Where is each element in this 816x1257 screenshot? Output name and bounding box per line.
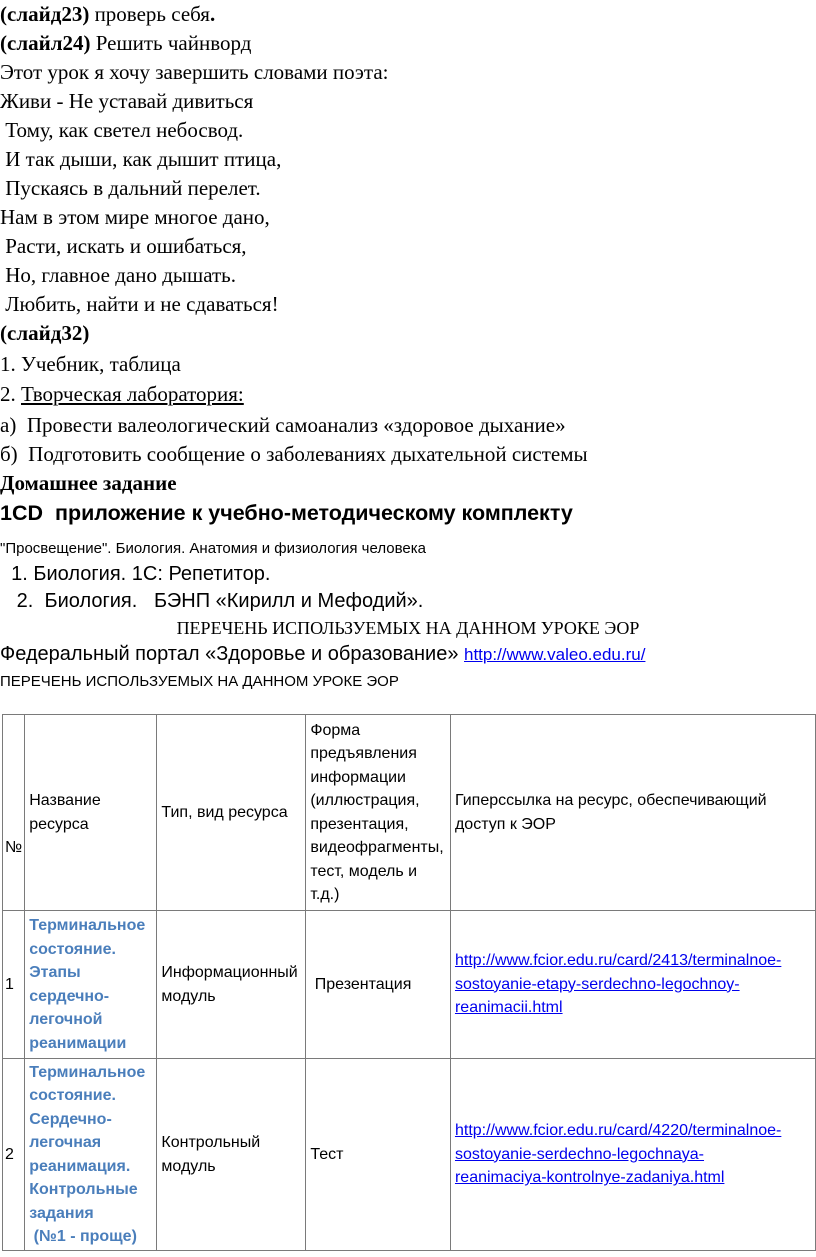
cd-item-1: 1. Биология. 1С: Репетитор. bbox=[0, 563, 271, 585]
row-1-name: Терминальное состояние. Этапы сердечно-легочной реанимации bbox=[25, 911, 157, 1059]
publisher-line: "Просвещение". Биология. Анатомия и физиология человека bbox=[0, 540, 426, 557]
header-type: Тип, вид ресурса bbox=[157, 715, 306, 911]
row-2-name: Терминальное состояние. Сердечно-легочная реанимация. Контрольные задания (№1 - проще) bbox=[25, 1059, 157, 1251]
cd-item-2: 2. Биология. БЭНП «Кирилл и Мефодий». bbox=[0, 590, 424, 612]
poem-line-5: Нам в этом мире многое дано, bbox=[0, 205, 270, 229]
header-link: Гиперссылка на ресурс, обеспечивающий доступ к ЭОР bbox=[450, 715, 815, 911]
poem-line-4: Пускаясь в дальний перелет. bbox=[0, 176, 261, 200]
eor-list-subtitle: ПЕРЕЧЕНЬ ИСПОЛЬЗУЕМЫХ НА ДАННОМ УРОКЕ ЭОР bbox=[0, 673, 399, 690]
poem-line-6: Расти, искать и ошибаться, bbox=[0, 234, 247, 258]
task-item-2: 2. Творческая лаборатория: bbox=[0, 382, 244, 406]
homework-heading: Домашнее задание bbox=[0, 471, 177, 495]
poem-line-1: Живи - Не уставай дивиться bbox=[0, 89, 254, 113]
table-row bbox=[3, 1059, 816, 1251]
header-form: Форма предъявления информации (иллюстрация, презентация, видеофрагменты, тест, модель и т.д.) bbox=[306, 715, 451, 911]
row-2-link[interactable]: http://www.fcior.edu.ru/card/4220/terminalnoe-sostoyanie-serdechno-legochnaya-reanimaciya-kontrolnye-zadaniya.html bbox=[454, 1122, 782, 1187]
task-item-a: а) Провести валеологический самоанализ «здоровое дыхание» bbox=[0, 413, 566, 437]
cd-heading: 1CD приложение к учебно-методическому комплекту bbox=[0, 501, 573, 525]
intro-line: Этот урок я хочу завершить словами поэта: bbox=[0, 60, 389, 84]
slide32-label: (слайд32) bbox=[0, 321, 90, 345]
header-num: № bbox=[3, 715, 25, 911]
row-1-link-cell bbox=[450, 911, 815, 1059]
row-2-link-cell bbox=[450, 1059, 815, 1251]
row-1-form: Презентация bbox=[306, 911, 451, 1059]
poem-line-8: Любить, найти и не сдаваться! bbox=[0, 292, 279, 316]
eor-list-title: ПЕРЕЧЕНЬ ИСПОЛЬЗУЕМЫХ НА ДАННОМ УРОКЕ ЭОР bbox=[176, 618, 640, 638]
portal-link[interactable]: http://www.valeo.edu.ru/ bbox=[464, 645, 646, 664]
table-row bbox=[3, 911, 816, 1059]
row-2-num: 2 bbox=[3, 1059, 25, 1251]
poem-line-3: И так дыши, как дышит птица, bbox=[0, 147, 282, 171]
row-2-type: Контрольный модуль bbox=[157, 1059, 306, 1251]
row-2-form: Тест bbox=[306, 1059, 451, 1251]
task-item-b: б) Подготовить сообщение о заболеваниях дыхательной системы bbox=[0, 442, 588, 466]
creative-lab-label: Творческая лаборатория: bbox=[21, 382, 244, 406]
slide23-line: (слайд23) проверь себя. bbox=[0, 2, 216, 26]
row-1-type: Информационный модуль bbox=[157, 911, 306, 1059]
poem-line-7: Но, главное дано дышать. bbox=[0, 263, 236, 287]
header-name: Название ресурса bbox=[25, 715, 157, 911]
table-header-row bbox=[3, 715, 816, 911]
poem-line-2: Тому, как светел небосвод. bbox=[0, 118, 244, 142]
task-item-1: 1. Учебник, таблица bbox=[0, 352, 181, 376]
portal-line: Федеральный портал «Здоровье и образование» http://www.valeo.edu.ru/ bbox=[0, 643, 646, 665]
slide24-label: (слайл24) bbox=[0, 31, 91, 55]
slide23-label: (слайд23) bbox=[0, 2, 90, 26]
slide24-line: (слайл24) Решить чайнворд bbox=[0, 31, 252, 55]
row-1-link[interactable]: http://www.fcior.edu.ru/card/2413/terminalnoe-sostoyanie-etapy-serdechno-legochnoy-reanimacii.html bbox=[454, 952, 782, 1016]
row-1-num: 1 bbox=[3, 911, 25, 1059]
eor-table bbox=[2, 714, 816, 1251]
